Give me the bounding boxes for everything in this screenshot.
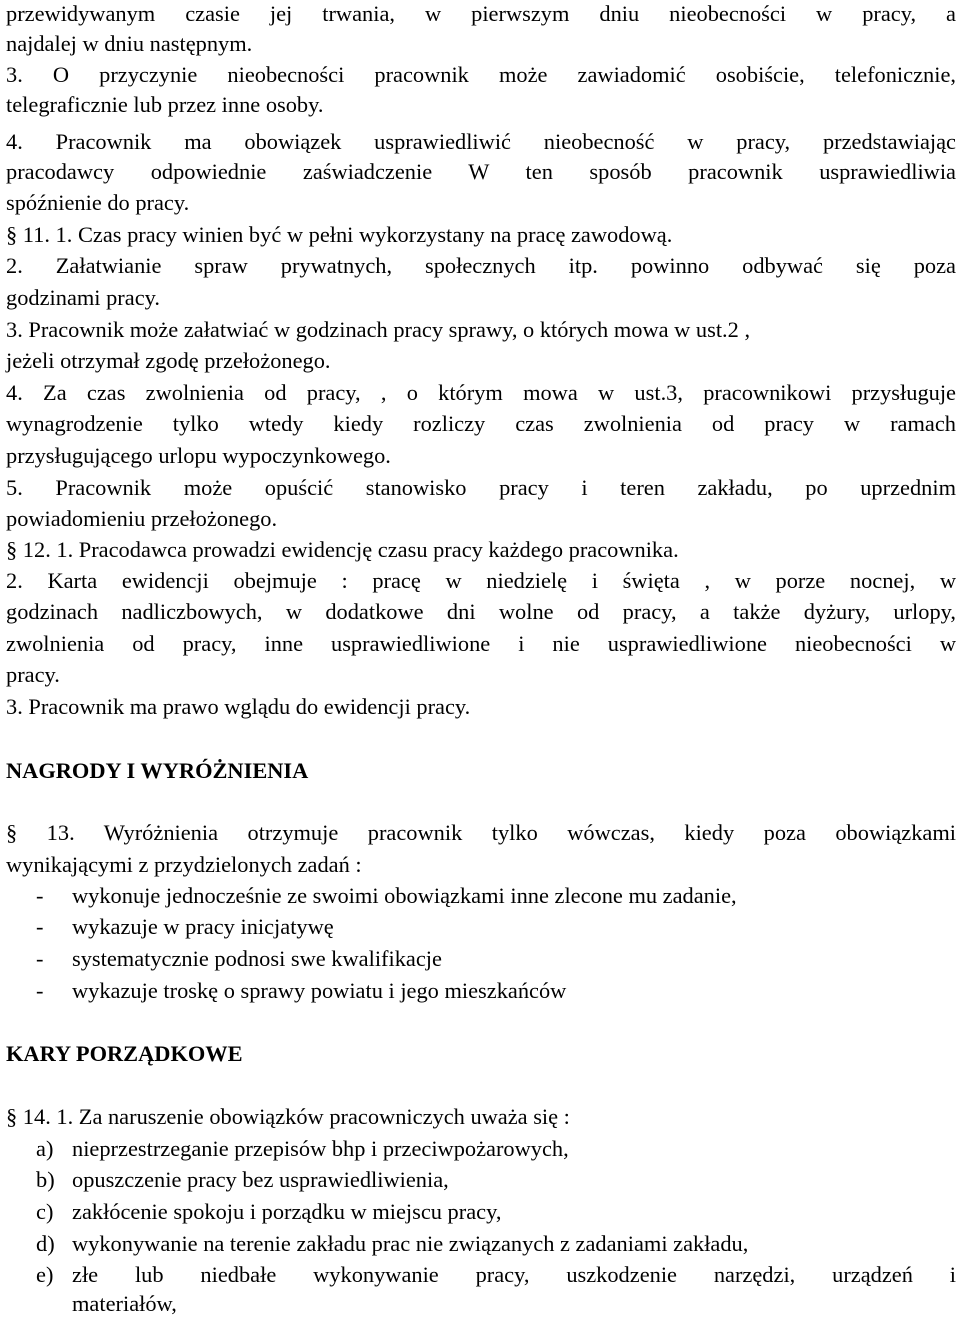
text-line: 3. Pracownik ma prawo wglądu do ewidencji pracy.: [6, 694, 471, 719]
text-line: przewidywanym czasie jej trwania, w pierwszym dniu nieobecności w pracy, a: [6, 1, 956, 26]
text-line: 4. Za czas zwolnienia od pracy, , o którym mowa w ust.3, pracownikowi przysługuje: [6, 380, 956, 405]
text-line: 3. O przyczynie nieobecności pracownik może zawiadomić osobiście, telefonicznie,: [6, 62, 956, 87]
text-line: 4. Pracownik ma obowiązek usprawiedliwić nieobecność w pracy, przedstawiając: [6, 129, 956, 154]
list-item-text: materiałów,: [72, 1291, 177, 1316]
text-line: pracodawcy odpowiednie zaświadczenie W ten sposób pracownik usprawiedliwia: [6, 159, 956, 184]
list-item-text: wykazuje troskę o sprawy powiatu i jego mieszkańców: [72, 978, 567, 1003]
list-item-text: wykonuje jednocześnie ze swoimi obowiązkami inne zlecone mu zadanie,: [72, 883, 737, 908]
section-sign: §: [6, 820, 18, 845]
section-sign: §: [6, 1104, 18, 1129]
list-item-text: złe lub niedbałe wykonywanie pracy, uszkodzenie narzędzi, urządzeń i: [72, 1262, 956, 1287]
text-line: najdalej w dniu następnym.: [6, 31, 253, 56]
text-line: godzinach nadliczbowych, w dodatkowe dni wolne od pracy, a także dyżury, urlopy,: [6, 599, 956, 624]
list-item-text: nieprzestrzeganie przepisów bhp i przeciwpożarowych,: [72, 1136, 569, 1161]
list-item-label: c): [36, 1199, 54, 1224]
paragraph-14-line: [6, 1102, 956, 1132]
list-item-text: wykonywanie na terenie zakładu prac nie związanych z zadaniami zakładu,: [72, 1231, 749, 1256]
dash-bullet: -: [36, 914, 44, 939]
paragraph-11-line: [6, 220, 956, 250]
text-line: pracy.: [6, 662, 60, 687]
text-line: 3. Pracownik może załatwiać w godzinach pracy sprawy, o których mowa w ust.2 ,: [6, 317, 751, 342]
paragraph-11-text: 11. 1. Czas pracy winien być w pełni wykorzystany na pracę zawodową.: [17, 222, 673, 247]
section-heading-kary: KARY PORZĄDKOWE: [6, 1041, 243, 1066]
section-heading-nagrody: NAGRODY I WYRÓŻNIENIA: [6, 758, 309, 783]
text-line: spóźnienie do pracy.: [6, 190, 190, 215]
dash-bullet: -: [36, 978, 44, 1003]
list-item-text: opuszczenie pracy bez usprawiedliwienia,: [72, 1167, 449, 1192]
list-item-label: b): [36, 1167, 55, 1192]
section-sign: §: [6, 222, 18, 247]
text-line: 2. Załatwianie spraw prywatnych, społecznych itp. powinno odbywać się poza: [6, 253, 956, 278]
list-item-text: wykazuje w pracy inicjatywę: [72, 914, 334, 939]
text-line: godzinami pracy.: [6, 285, 160, 310]
text-line: 2. Karta ewidencji obejmuje : pracę w niedzielę i święta , w porze nocnej, w: [6, 568, 956, 593]
paragraph-12-text: 12. 1. Pracodawca prowadzi ewidencję czasu pracy każdego pracownika.: [17, 537, 679, 562]
list-item-text: systematycznie podnosi swe kwalifikacje: [72, 946, 442, 971]
paragraph-12-line: [6, 535, 956, 565]
text-line: telegraficznie lub przez inne osoby.: [6, 92, 324, 117]
text-line: 5. Pracownik może opuścić stanowisko pracy i teren zakładu, po uprzednim: [6, 475, 956, 500]
text-line: jeżeli otrzymał zgodę przełożonego.: [6, 348, 331, 373]
list-item-label: d): [36, 1231, 55, 1256]
paragraph-14-text: 14. 1. Za naruszenie obowiązków pracowniczych uważa się :: [17, 1104, 570, 1129]
paragraph-13-text: 13. Wyróżnienia otrzymuje pracownik tylko wówczas, kiedy poza obowiązkami: [17, 820, 956, 845]
dash-bullet: -: [36, 946, 44, 971]
text-line: powiadomieniu przełożonego.: [6, 506, 278, 531]
text-line: wynikającymi z przydzielonych zadań :: [6, 852, 362, 877]
dash-bullet: -: [36, 883, 44, 908]
list-item-label: a): [36, 1136, 54, 1161]
text-line: wynagrodzenie tylko wtedy kiedy rozliczy czas zwolnienia od pracy w ramach: [6, 411, 956, 436]
text-line: przysługującego urlopu wypoczynkowego.: [6, 443, 391, 468]
text-line: zwolnienia od pracy, inne usprawiedliwione i nie usprawiedliwione nieobecności w: [6, 631, 956, 656]
section-sign: §: [6, 537, 18, 562]
list-item-text: zakłócenie spokoju i porządku w miejscu pracy,: [72, 1199, 502, 1224]
list-item-label: e): [36, 1262, 54, 1287]
paragraph-13-line: [6, 818, 956, 848]
